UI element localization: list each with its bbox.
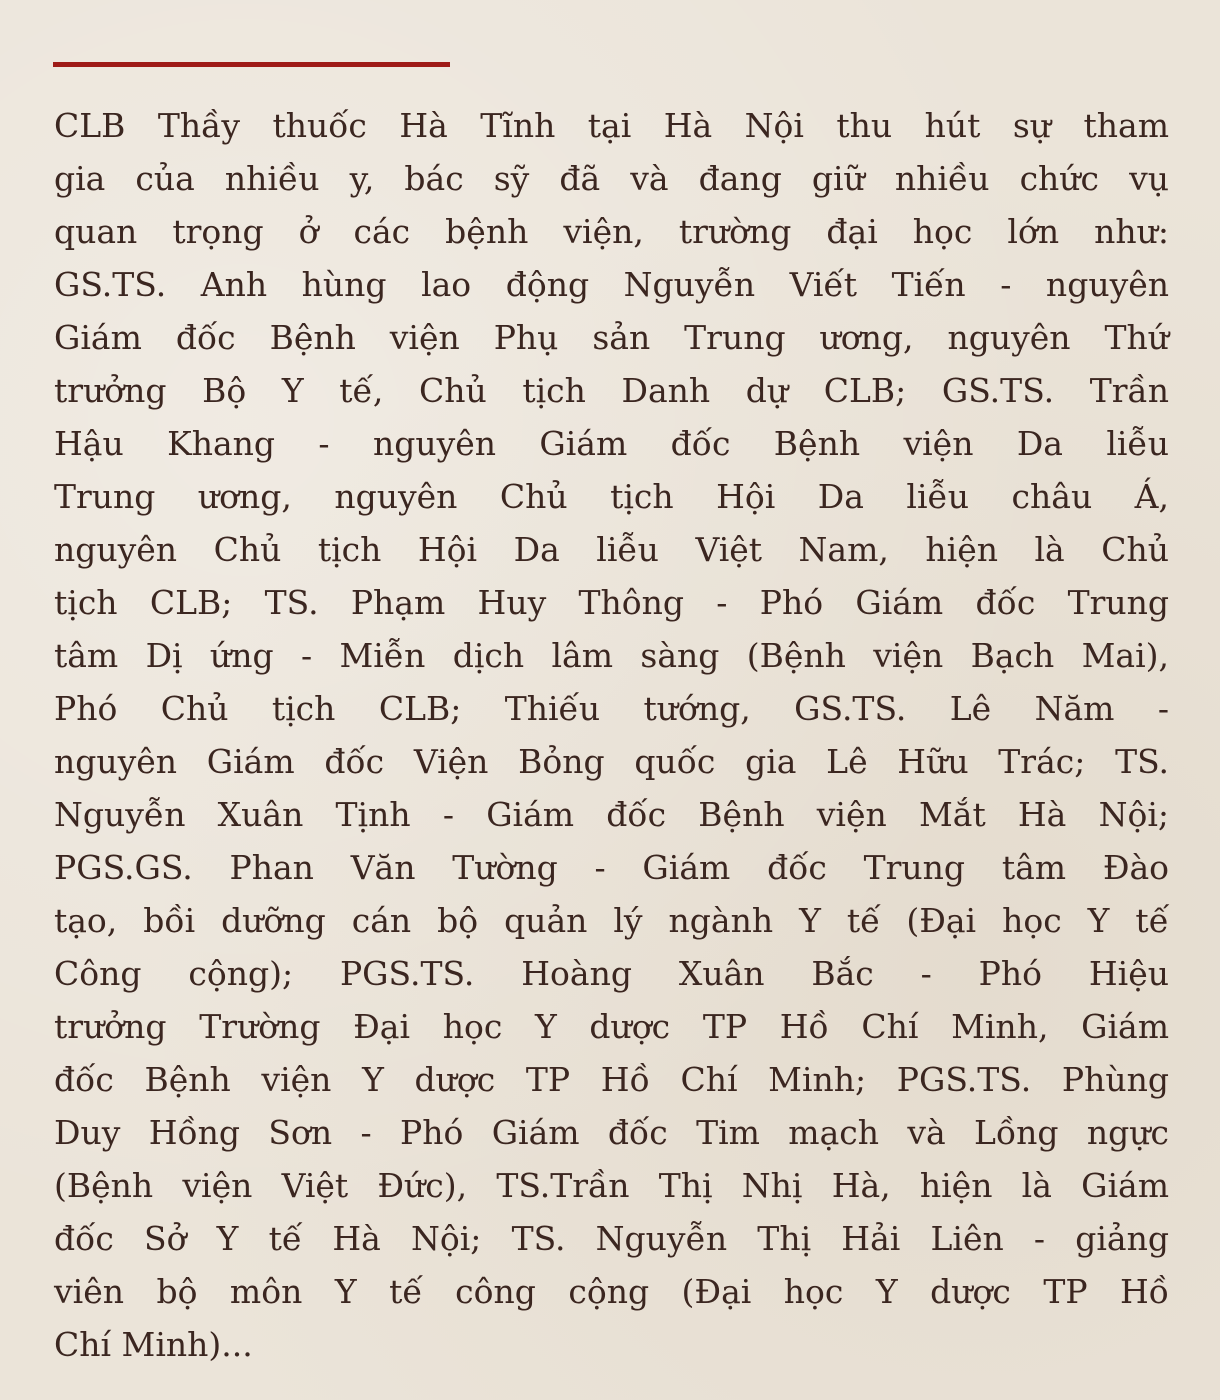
article-paragraph bbox=[54, 99, 1169, 1371]
paragraph-line: quan trọng ở các bệnh viện, trường đại học lớn như: bbox=[54, 212, 1169, 251]
paragraph-line: trưởng Bộ Y tế, Chủ tịch Danh dự CLB; GS.TS. Trần bbox=[54, 371, 1169, 410]
paragraph-line: Chí Minh)... bbox=[54, 1325, 253, 1364]
paragraph-line: Công cộng); PGS.TS. Hoàng Xuân Bắc - Phó Hiệu bbox=[54, 954, 1169, 993]
paragraph-line: Nguyễn Xuân Tịnh - Giám đốc Bệnh viện Mắt Hà Nội; bbox=[54, 795, 1169, 834]
paragraph-line: gia của nhiều y, bác sỹ đã và đang giữ nhiều chức vụ bbox=[54, 159, 1169, 198]
paragraph-line: Giám đốc Bệnh viện Phụ sản Trung ương, nguyên Thứ bbox=[54, 318, 1169, 357]
paragraph-line: trưởng Trường Đại học Y dược TP Hồ Chí Minh, Giám bbox=[54, 1007, 1169, 1046]
paragraph-line: Phó Chủ tịch CLB; Thiếu tướng, GS.TS. Lê Năm - bbox=[54, 689, 1169, 728]
paragraph-line: Hậu Khang - nguyên Giám đốc Bệnh viện Da liễu bbox=[54, 424, 1169, 463]
paragraph-line: nguyên Chủ tịch Hội Da liễu Việt Nam, hiện là Chủ bbox=[54, 530, 1169, 569]
paragraph-line: Duy Hồng Sơn - Phó Giám đốc Tim mạch và Lồng ngực bbox=[54, 1113, 1169, 1152]
paragraph-line: tạo, bồi dưỡng cán bộ quản lý ngành Y tế (Đại học Y tế bbox=[54, 901, 1169, 940]
paragraph-line: Trung ương, nguyên Chủ tịch Hội Da liễu châu Á, bbox=[54, 477, 1169, 516]
paragraph-line: nguyên Giám đốc Viện Bỏng quốc gia Lê Hữu Trác; TS. bbox=[54, 742, 1169, 781]
paragraph-line: đốc Bệnh viện Y dược TP Hồ Chí Minh; PGS.TS. Phùng bbox=[54, 1060, 1169, 1099]
paragraph-line: đốc Sở Y tế Hà Nội; TS. Nguyễn Thị Hải Liên - giảng bbox=[54, 1219, 1169, 1258]
paragraph-line: viên bộ môn Y tế công cộng (Đại học Y dược TP Hồ bbox=[54, 1272, 1169, 1311]
paragraph-line: PGS.GS. Phan Văn Tường - Giám đốc Trung tâm Đào bbox=[54, 848, 1169, 887]
paragraph-line: tâm Dị ứng - Miễn dịch lâm sàng (Bệnh viện Bạch Mai), bbox=[54, 636, 1169, 675]
paragraph-line: GS.TS. Anh hùng lao động Nguyễn Viết Tiến - nguyên bbox=[54, 265, 1169, 304]
paragraph-line: (Bệnh viện Việt Đức), TS.Trần Thị Nhị Hà, hiện là Giám bbox=[54, 1166, 1169, 1205]
paragraph-line: CLB Thầy thuốc Hà Tĩnh tại Hà Nội thu hút sự tham bbox=[54, 106, 1169, 145]
decorative-red-rule bbox=[53, 62, 450, 67]
paragraph-line: tịch CLB; TS. Phạm Huy Thông - Phó Giám đốc Trung bbox=[54, 583, 1169, 622]
